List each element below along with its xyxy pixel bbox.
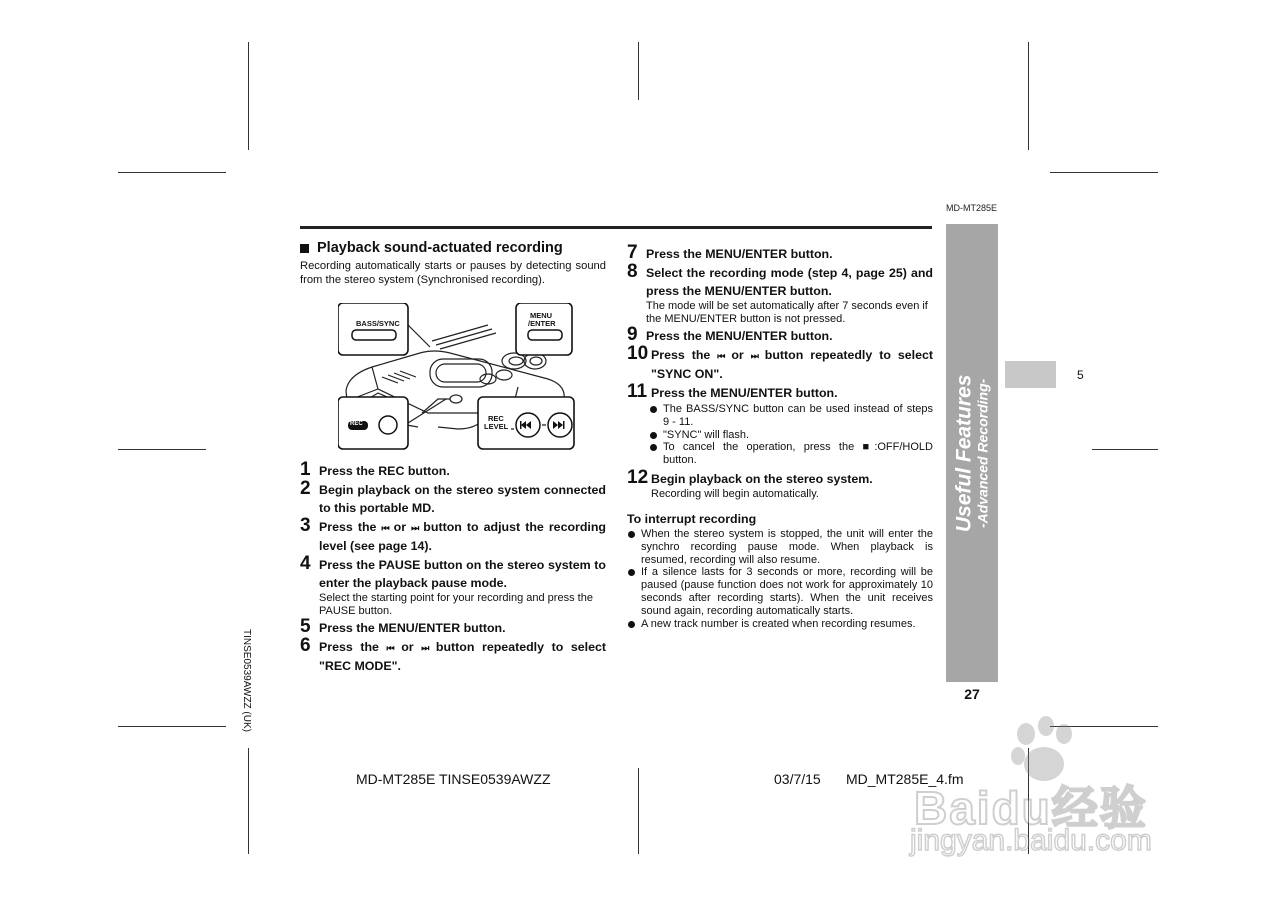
next-track-icon: ⏭ xyxy=(411,523,419,533)
step-text: Begin playback on the stereo system connected to this portable MD. xyxy=(319,483,606,515)
chapter-tab xyxy=(1005,361,1056,388)
step-number: 5 xyxy=(300,616,311,637)
step-9 xyxy=(627,326,933,345)
side-code: TINSE0539AWZZ (UK) xyxy=(240,628,252,732)
list-item: When the stereo system is stopped, the unit will enter the synchro recording pause mode. When playback is resumed, recording will also resume. xyxy=(627,528,933,566)
step-text: Press the MENU/ENTER button. xyxy=(651,386,838,400)
step-number: 1 xyxy=(300,459,311,480)
list-item: To cancel the operation, press the ■:OFF/HOLD button. xyxy=(649,441,933,467)
bass-sync-label: BASS/SYNC xyxy=(356,319,400,328)
crop-mark xyxy=(1028,42,1029,150)
step-number: 9 xyxy=(627,324,638,345)
step-text-part: or xyxy=(393,640,422,654)
step-text-part: or xyxy=(388,520,412,534)
step-number: 10 xyxy=(627,343,649,364)
crop-mark xyxy=(1050,172,1158,173)
previous-track-icon: ⏮ xyxy=(381,523,389,533)
side-code-block xyxy=(238,624,254,736)
crop-mark xyxy=(118,449,206,450)
top-rule xyxy=(300,226,932,229)
right-column xyxy=(627,244,933,630)
step-text: Press the MENU/ENTER button. xyxy=(646,329,833,343)
model-label: MD-MT285E xyxy=(946,203,998,213)
step-text xyxy=(651,346,933,383)
crop-mark xyxy=(118,726,226,727)
device-illustration xyxy=(338,303,578,453)
step-text: Begin playback on the stereo system. xyxy=(651,471,873,486)
steps-right xyxy=(627,244,933,402)
step-7 xyxy=(627,244,933,263)
footer-date: 03/7/15 xyxy=(774,771,821,787)
step-10 xyxy=(627,345,933,383)
crop-mark xyxy=(248,42,249,150)
step-text-part: Press the xyxy=(319,520,382,534)
page-number: 27 xyxy=(964,686,980,702)
step-text xyxy=(319,518,606,555)
rec-level-label-2: LEVEL xyxy=(484,422,509,431)
next-track-icon: ⏭ xyxy=(750,351,758,361)
step-2 xyxy=(300,480,606,517)
list-item: A new track number is created when recording resumes. xyxy=(627,618,933,631)
step-8 xyxy=(627,263,933,326)
step-5 xyxy=(300,618,606,637)
watermark-brand: Baidu经验 xyxy=(914,782,1148,834)
section-intro: Recording automatically starts or pauses by detecting sound from the stereo system (Synchronised recording). xyxy=(300,260,606,286)
step-number: 8 xyxy=(627,261,638,282)
sidebar-title: Useful Features xyxy=(952,374,976,532)
step-text: Press the REC button. xyxy=(319,464,450,478)
step-text-part: Press the xyxy=(319,640,387,654)
left-column xyxy=(300,240,606,675)
steps-left xyxy=(300,461,606,675)
previous-track-icon: ⏮ xyxy=(717,351,725,361)
step-text-part: Press the xyxy=(651,348,718,362)
step-note: The mode will be set automatically after 7 seconds even if the MENU/ENTER button is not pressed. xyxy=(646,300,928,325)
footer-model: MD-MT285E TINSE0539AWZZ xyxy=(356,771,551,787)
list-item: "SYNC" will flash. xyxy=(649,429,933,442)
step-text: Press the PAUSE button on the stereo system to enter the playback pause mode. xyxy=(319,558,606,590)
step-text: Press the MENU/ENTER button. xyxy=(646,247,833,261)
sidebar-subtitle: -Advanced Recording- xyxy=(974,378,991,528)
section-title: Playback sound-actuated recording xyxy=(317,240,563,256)
step-text-part: button to adjust the recording level (see page 14). xyxy=(319,520,607,553)
step-number: 7 xyxy=(627,242,638,263)
step-number: 11 xyxy=(627,381,648,402)
step-4 xyxy=(300,555,606,618)
previous-track-icon: ⏮ xyxy=(386,643,394,653)
rec-button-label: REC xyxy=(350,421,363,427)
step-text xyxy=(319,638,606,675)
step-number: 6 xyxy=(300,635,311,656)
baidu-watermark xyxy=(904,712,1204,862)
step-note: Recording will begin automatically. xyxy=(651,487,819,500)
next-track-icon: ⏭ xyxy=(421,643,429,653)
section-title-row xyxy=(300,240,606,256)
step-3 xyxy=(300,517,606,555)
step-number: 2 xyxy=(300,478,311,499)
list-item: If a silence lasts for 3 seconds or more, recording will be paused (pause function does not work for approximately 10 seconds after recording starts). When the unit receives sound again, recording automatically starts. xyxy=(627,566,933,617)
rec-level-label: REC xyxy=(488,414,504,423)
step-text-part: or xyxy=(724,348,751,362)
step-11 xyxy=(627,383,933,402)
step-12 xyxy=(627,466,933,501)
enter-label: /ENTER xyxy=(528,319,556,328)
step-number: 4 xyxy=(300,553,311,574)
step-1 xyxy=(300,461,606,480)
watermark-url: jingyan.baidu.com xyxy=(910,824,1152,857)
sidebar-title-block xyxy=(946,224,998,682)
step-6 xyxy=(300,637,606,675)
step-text: Select the recording mode (step 4, page 25) and press the MENU/ENTER button. xyxy=(646,266,933,298)
step-text-part: button repeatedly to select "REC MODE". xyxy=(319,640,607,673)
step-note: Select the starting point for your recording and press the PAUSE button. xyxy=(319,592,593,617)
crop-mark xyxy=(1092,449,1158,450)
footer-file: MD_MT285E_4.fm xyxy=(846,771,964,787)
square-bullet-icon xyxy=(300,244,309,253)
menu-label: MENU xyxy=(530,311,553,320)
step-number: 3 xyxy=(300,515,311,536)
list-item: The BASS/SYNC button can be used instead of steps 9 - 11. xyxy=(649,403,933,429)
step-text: Press the MENU/ENTER button. xyxy=(319,621,506,635)
crop-mark xyxy=(638,768,639,854)
interrupt-list xyxy=(627,528,933,630)
step-number: 12 xyxy=(627,466,649,488)
chapter-tab-number: 5 xyxy=(1077,368,1084,382)
crop-mark xyxy=(118,172,226,173)
interrupt-heading: To interrupt recording xyxy=(627,511,757,526)
crop-mark xyxy=(638,42,639,100)
steps-right-end xyxy=(627,466,933,501)
step-11-notes xyxy=(649,403,933,467)
crop-mark xyxy=(248,748,249,854)
step-text-part: button repeatedly to select "SYNC ON". xyxy=(651,348,934,381)
